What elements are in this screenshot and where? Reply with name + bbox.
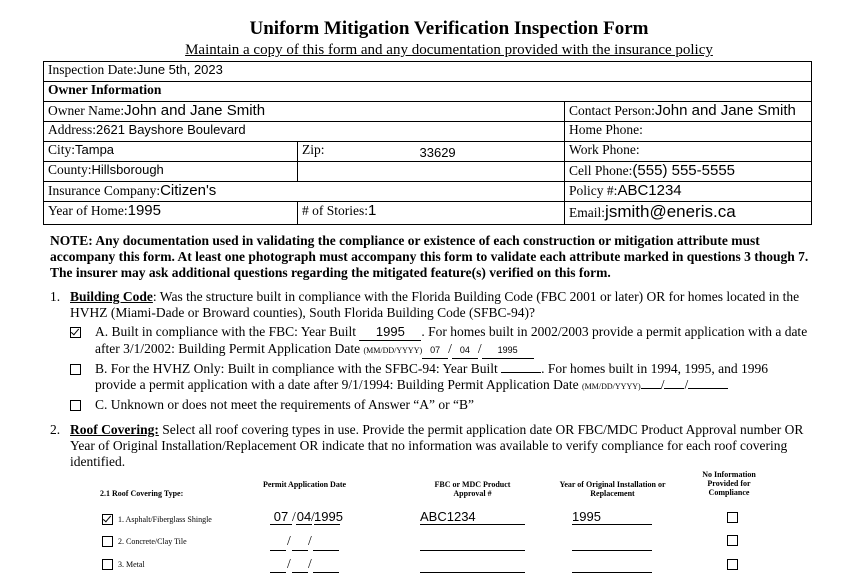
address-value: 2621 Bayshore Boulevard <box>96 122 246 137</box>
date-slash: / <box>287 556 291 571</box>
row3-permit-dd[interactable] <box>292 557 308 573</box>
zip-value: 33629 <box>419 145 456 160</box>
county-value: Hillsborough <box>91 162 164 177</box>
form-title: Uniform Mitigation Verification Inspection Form <box>249 18 649 39</box>
cell-phone-value: (555) 555-5555 <box>632 162 735 179</box>
date-slash: / <box>292 509 296 524</box>
q1-b-checkbox[interactable] <box>70 361 81 377</box>
inspection-date-value: June 5th, 2023 <box>136 62 223 77</box>
insurance-cell[interactable]: Insurance Company:Citizen's <box>44 182 565 202</box>
row2-label: 2. Concrete/Clay Tile <box>118 537 187 546</box>
q1-a-text: A. Built in compliance with the FBC: Year Built 1995 . For homes built in 2002/2003 provide a permit application with a date after 3/1/2002: Building Permit Application Date (MM/DD/YYYY) 07 / 04 / 1995 <box>95 324 810 359</box>
contact-person-cell[interactable]: Contact Person:John and Jane Smith <box>565 102 812 122</box>
checkbox-empty-icon <box>102 559 113 570</box>
email-cell[interactable]: Email:jsmith@eneris.ca <box>565 202 812 225</box>
row2-year-installed[interactable] <box>572 535 652 551</box>
col-roof-type: 2.1 Roof Covering Type: <box>100 489 184 498</box>
col-permit-date: Permit Application Date <box>262 480 347 489</box>
q1-c-text: C. Unknown or does not meet the requirements of Answer “A” or “B” <box>95 397 475 412</box>
row2-permit-yyyy[interactable] <box>313 535 339 551</box>
note-paragraph: NOTE: Any documentation used in validating the compliance or existence of each construction or mitigation attribute must accompany this form. At least one photograph must accompany this form to validate each attribute marked in questions 3 though 7. The insurer may ask additional questions regarding the mitigated feature(s) verified on this form. <box>50 233 809 280</box>
row3-label: 3. Metal <box>118 560 145 569</box>
checkbox-empty-icon <box>102 536 113 547</box>
city-value: Tampa <box>75 142 115 157</box>
cell-phone-cell[interactable]: Cell Phone:(555) 555-5555 <box>565 162 812 182</box>
inspection-date-cell[interactable]: Inspection Date:June 5th, 2023 <box>44 62 812 82</box>
q2-number: 2. <box>50 422 61 437</box>
q2-heading: Roof Covering: <box>70 422 159 437</box>
row2-no-info-checkbox[interactable] <box>727 535 738 546</box>
checkbox-empty-icon <box>70 400 81 411</box>
owner-name-cell[interactable]: Owner Name:John and Jane Smith <box>44 102 565 122</box>
county-blank-cell <box>298 162 565 182</box>
row1-checkbox[interactable] <box>102 511 113 527</box>
row3-permit-mm[interactable] <box>270 557 286 573</box>
q2-text: Roof Covering: Select all roof covering types in use. Provide the permit application date OR FBC/MDC Product Approval number OR Year of Original Installation/Replacement OR indicate that no information was available to verify compliance for each roof covering identified. <box>70 422 804 469</box>
stories-value: 1 <box>368 202 377 219</box>
insurance-value: Citizen's <box>160 182 217 199</box>
row2-permit-mm[interactable] <box>270 535 286 551</box>
q1-a-mm-field[interactable]: 07 <box>422 342 448 359</box>
row3-no-info-checkbox[interactable] <box>727 559 738 570</box>
q1-a-dd-field[interactable]: 04 <box>452 342 478 359</box>
row1-label: 1. Asphalt/Fiberglass Shingle <box>118 515 212 524</box>
address-cell[interactable]: Address:2621 Bayshore Boulevard <box>44 122 565 142</box>
row3-permit-yyyy[interactable] <box>313 557 339 573</box>
q1-heading: Building Code <box>70 289 153 304</box>
checkbox-checked-icon <box>102 514 113 525</box>
form-subtitle: Maintain a copy of this form and any documentation provided with the insurance policy <box>185 42 713 58</box>
year-of-home-cell[interactable]: Year of Home:1995 <box>44 202 298 225</box>
date-slash: / <box>311 509 315 524</box>
q1-b-year-field[interactable] <box>501 372 541 373</box>
owner-info-table <box>43 61 812 225</box>
policy-value: ABC1234 <box>617 182 682 199</box>
col-product-approval: FBC or MDC Product Approval # <box>434 480 511 498</box>
owner-info-heading: Owner Information <box>44 82 812 102</box>
date-slash: / <box>308 556 312 571</box>
q1-b-text: B. For the HVHZ Only: Built in compliance with the SFBC-94: Year Built . For homes built in 1994, 1995, and 1996 provide a permit application with a date after 9/1/1994: Building Permit Application Date (MM/DD/YYYY) / / <box>95 361 768 392</box>
row1-permit-dd[interactable]: 04 <box>296 509 312 524</box>
stories-cell[interactable]: # of Stories:1 <box>298 202 565 225</box>
q1-number: 1. <box>50 289 61 304</box>
q1-a-year-field[interactable]: 1995 <box>359 324 421 341</box>
date-slash: / <box>308 533 312 548</box>
row2-checkbox[interactable] <box>102 533 113 549</box>
checkbox-empty-icon <box>70 364 81 375</box>
home-phone-cell[interactable]: Home Phone: <box>565 122 812 142</box>
zip-cell[interactable]: Zip: 33629 <box>298 142 565 162</box>
checkbox-checked-icon <box>70 327 81 338</box>
policy-cell[interactable]: Policy #:ABC1234 <box>565 182 812 202</box>
col-year-installed: Year of Original Installation or Replacement <box>559 480 666 498</box>
q1-a-checkbox[interactable] <box>70 324 81 340</box>
row1-permit-mm[interactable]: 07 <box>270 509 292 525</box>
col-no-information: No Information Provided for Compliance <box>702 470 756 497</box>
q1-b-mm-field[interactable] <box>641 388 661 389</box>
row3-product-approval[interactable] <box>420 557 525 573</box>
owner-name-value: John and Jane Smith <box>124 102 266 119</box>
row1-year-installed[interactable]: 1995 <box>572 509 652 525</box>
city-cell[interactable]: City:Tampa <box>44 142 298 162</box>
q1-c-checkbox[interactable] <box>70 397 81 413</box>
row1-no-info-checkbox[interactable] <box>727 512 738 523</box>
q1-b-yyyy-field[interactable] <box>688 388 728 389</box>
row1-permit-yyyy[interactable]: 1995 <box>314 509 343 524</box>
row3-checkbox[interactable] <box>102 556 113 572</box>
row3-year-installed[interactable] <box>572 557 652 573</box>
row2-permit-dd[interactable] <box>292 535 308 551</box>
date-slash: / <box>287 533 291 548</box>
q1-b-dd-field[interactable] <box>664 388 684 389</box>
q1-text: Building Code: Was the structure built in compliance with the Florida Building Code (FBC 2001 or later) OR for homes located in the HVHZ (Miami-Dade or Broward counties), South Florida Building Code (SFBC-94)? <box>70 289 800 320</box>
q1-a-yyyy-field[interactable]: 1995 <box>482 342 534 359</box>
year-of-home-value: 1995 <box>127 202 161 219</box>
county-cell[interactable]: County:Hillsborough <box>44 162 298 182</box>
contact-person-value: John and Jane Smith <box>654 102 796 119</box>
work-phone-cell[interactable]: Work Phone: <box>565 142 812 162</box>
row2-product-approval[interactable] <box>420 535 525 551</box>
email-value: jsmith@eneris.ca <box>605 202 736 221</box>
row1-product-approval[interactable]: ABC1234 <box>420 509 525 525</box>
